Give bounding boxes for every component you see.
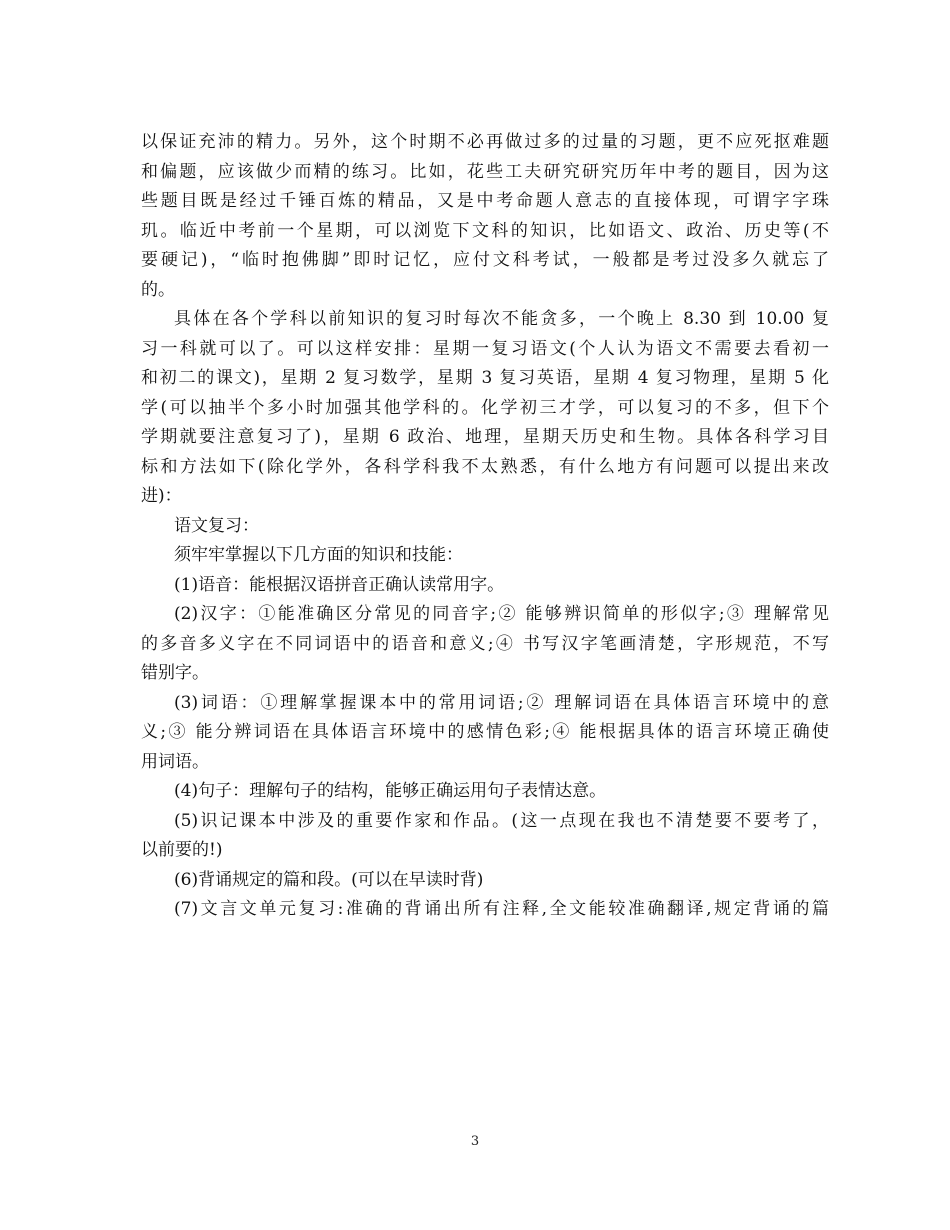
text-line: 的。 [141, 279, 175, 300]
text-line: 习一科就可以了。可以这样安排：星期一复习语文(个人认为语文不需要去看初一 [141, 338, 829, 359]
text-line: 以前要的!) [141, 840, 223, 860]
text-line: 些题目既是经过千锤百炼的精品，又是中考命题人意志的直接体现，可谓字字珠 [141, 191, 829, 211]
text-line: 义;③ 能分辨词语在具体语言环境中的感情色彩;④ 能根据具体的语言环境正确使 [141, 722, 829, 742]
text-line: 须牢牢掌握以下几方面的知识和技能： [174, 545, 463, 565]
text-line: 具体在各个学科以前知识的复习时每次不能贪多，一个晚上 8.30 到 10.00 复 [174, 309, 829, 329]
text-line: 玑。临近中考前一个星期，可以浏览下文科的知识，比如语文、政治、历史等(不 [141, 220, 829, 241]
page-number: 3 [470, 1134, 480, 1149]
list-item: (4)句子：理解句子的结构，能够正确运用句子表情达意。 [174, 781, 607, 801]
list-item: (2)汉字：①能准确区分常见的同音字;② 能够辨识简单的形似字;③ 理解常见 [174, 604, 829, 624]
text-line: 用词语。 [141, 751, 209, 772]
list-item: (6)背诵规定的篇和段。(可以在早读时背) [174, 869, 484, 890]
text-line: 标和方法如下(除化学外，各科学科我不太熟悉，有什么地方有问题可以提出来改 [141, 456, 829, 477]
text-line: 和偏题，应该做少而精的练习。比如，花些工夫研究研究历年中考的题目，因为这 [141, 161, 829, 182]
section-heading: 语文复习： [174, 515, 259, 536]
list-item: (7)文言文单元复习:准确的背诵出所有注释,全文能较准确翻译,规定背诵的篇 [174, 899, 829, 919]
text-line: 要硬记)，“临时抱佛脚”即时记忆，应付文科考试，一般都是考过没多久就忘了 [141, 250, 829, 270]
document-body [141, 128, 829, 925]
list-item: (1)语音：能根据汉语拼音正确认读常用字。 [174, 574, 505, 595]
text-line: 和初二的课文)，星期 2 复习数学，星期 3 复习英语，星期 4 复习物理，星期 5 化 [141, 368, 829, 388]
list-item: (5)识记课本中涉及的重要作家和作品。(这一点现在我也不清楚要不要考了， [174, 810, 829, 831]
text-line: 学期就要注意复习了)，星期 6 政治、地理，星期天历史和生物。具体各科学习目 [141, 427, 829, 447]
text-line: 以保证充沛的精力。另外，这个时期不必再做过多的过量的习题，更不应死抠难题 [141, 132, 829, 152]
text-line: 的多音多义字在不同词语中的语音和意义;④ 书写汉字笔画清楚，字形规范，不写 [141, 633, 829, 654]
text-line: 错别字。 [141, 663, 209, 683]
text-line: 进)： [141, 486, 182, 506]
list-item: (3)词语：①理解掌握课本中的常用词语;② 理解词语在具体语言环境中的意 [174, 692, 829, 713]
text-line: 学(可以抽半个多小时加强其他学科的。化学初三才学，可以复习的不多，但下个 [141, 397, 829, 418]
